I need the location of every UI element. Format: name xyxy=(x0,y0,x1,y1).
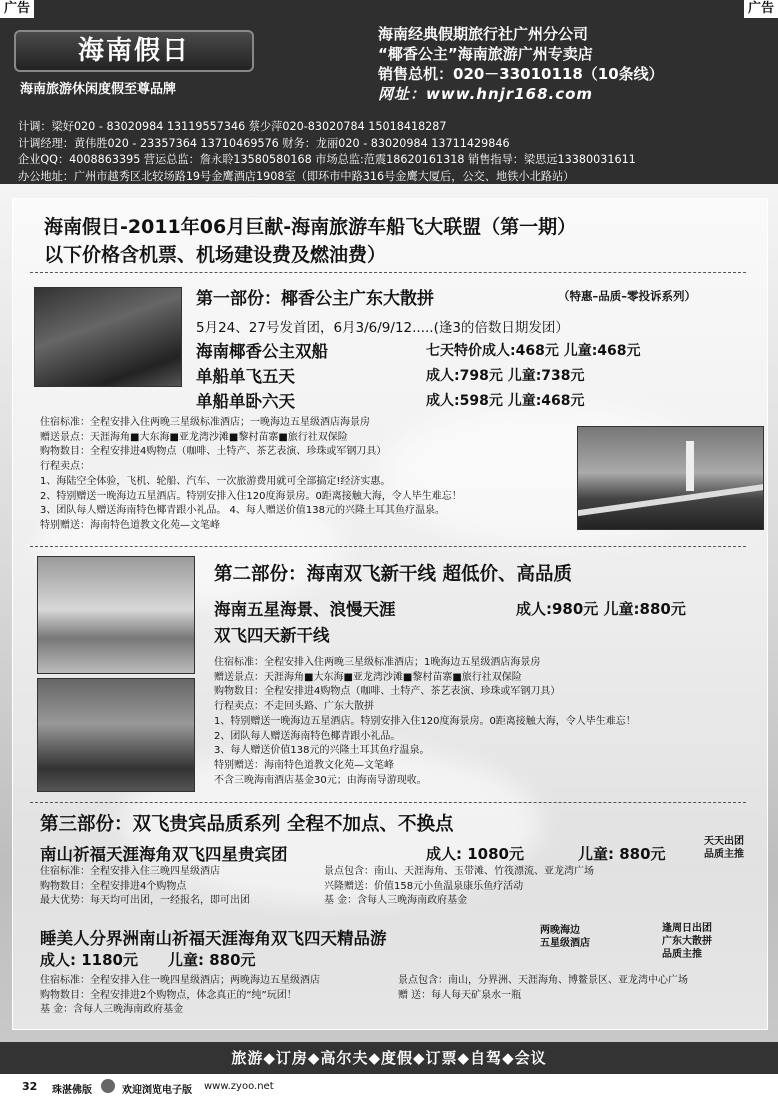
divider xyxy=(30,802,746,803)
divider xyxy=(30,272,746,273)
product-name: 南山祈福天涯海角双飞四星贵宾团 xyxy=(40,845,288,864)
product-price: 七天特价成人:468元 儿童:468元 xyxy=(426,343,641,359)
contact-line: 计调经理：黄伟胜020 - 23357364 13710469576 财务：龙丽020 - 83020984 13711429846 xyxy=(18,136,510,150)
globe-icon xyxy=(101,1079,115,1093)
brand-slogan: 海南旅游休闲度假至尊品牌 xyxy=(20,82,177,97)
detail-line: 住宿标准：全程安排入住三晚四星级酒店 xyxy=(40,866,220,877)
product-name: 单船单卧六天 xyxy=(196,392,295,411)
detail-line: 赠 送：每人每天矿泉水一瓶 xyxy=(398,989,522,1001)
edition-label: 珠湛佛版 xyxy=(52,1085,92,1096)
part2-details xyxy=(214,656,636,788)
contact-list xyxy=(18,119,636,185)
main-content xyxy=(0,184,778,1042)
company-hotline: 销售总机：020－33010118（10条线） xyxy=(378,65,664,83)
contact-line: 企业QQ：4008863395 营运总监：詹永聆13580580168 市场总监:范震18620161318 销售指导：梁思远13380031611 xyxy=(18,153,636,166)
page-number: 32 xyxy=(22,1080,38,1093)
detail-line: 2、团队每人赠送海南特色椰青跟小礼品。 xyxy=(214,730,401,742)
detail-line: 最大优势：每天均可出团，一经报名，即可出团 xyxy=(40,895,250,907)
product-details-left xyxy=(40,974,320,1018)
site-url[interactable]: www.zyoo.net xyxy=(204,1081,274,1092)
note-line: 逢周日出团 xyxy=(662,923,712,934)
detail-line: 1、海陆空全体验，飞机、轮船、汽车、一次旅游费用就可全部搞定!经济实惠。 xyxy=(40,475,391,487)
product-name: 海南五星海景、浪慢天涯 xyxy=(214,600,396,619)
statue-shape xyxy=(686,441,694,491)
detail-line: 购物数目：全程安排进2个购物点，体念真正的“纯”玩团！ xyxy=(40,989,297,1001)
detail-line: 特别赠送：海南特色道教文化苑—文笔峰 xyxy=(214,759,394,771)
detail-line: 2、特别赠送一晚海边五星酒店。特别安排入住120度海景房。0距离接触大海，令人毕生难忘！ xyxy=(40,490,462,502)
detail-line: 赠送景点：天涯海角■大东海■亚龙湾沙滩■黎村苗寨■旅行社双保险 xyxy=(214,671,522,683)
brand-logo: 海南假日 xyxy=(14,30,254,72)
detail-line: 兴隆赠送：价值158元小鱼温泉康乐鱼疗活动 xyxy=(324,880,524,892)
company-store: “椰香公主”海南旅游广州专卖店 xyxy=(378,45,593,63)
product-price: 成人:980元 儿童:880元 xyxy=(516,600,686,618)
ebook-label: 欢迎浏览电子版 xyxy=(122,1085,192,1096)
part1-dates: 5月24、27号发首团，6月3/6/9/12.....(逢3的倍数日期发团） xyxy=(196,320,569,336)
note-line: 品质主推 xyxy=(662,949,702,960)
product-name: 单船单飞五天 xyxy=(196,367,295,386)
detail-line: 3、每人赠送价值138元的兴隆土耳其鱼疗温泉。 xyxy=(214,745,430,757)
product-note xyxy=(704,835,744,861)
part2-heading: 第二部份：海南双飞新干线 超低价、高品质 xyxy=(214,564,572,585)
detail-line: 景点包含：南山、天涯海角、玉带滩、竹筏漂流、亚龙湾广场 xyxy=(324,866,594,877)
product-details-right xyxy=(324,865,594,909)
detail-line: 行程卖点： xyxy=(40,461,90,473)
product-child-price: 儿童: 880元 xyxy=(578,845,666,863)
divider xyxy=(30,546,746,547)
detail-line: 住宿标准：全程安排入住两晚三星级标准酒店；一晚海边五星级酒店海景房 xyxy=(40,417,370,428)
wedding-photo xyxy=(37,556,195,674)
product-adult-price: 成人: 1080元 xyxy=(426,845,524,863)
detail-line: 购物数目：全程安排进4个购物点 xyxy=(40,880,187,892)
page-title: 海南假日-2011年06月巨献-海南旅游车船飞大联盟（第一期） xyxy=(44,216,577,238)
part1-heading: 第一部份：椰香公主广东大散拼 xyxy=(196,289,434,309)
spa-photo xyxy=(37,678,195,792)
detail-line: 特别赠送：海南特色道教文化苑—文笔峰 xyxy=(40,519,220,531)
company-info xyxy=(378,24,758,104)
note-line: 广东大散拼 xyxy=(662,936,712,947)
detail-line: 基 金：含每人三晚海南政府基金 xyxy=(40,1004,184,1016)
product-name: 双飞四天新干线 xyxy=(214,626,330,645)
contact-line: 办公地址：广州市越秀区北较场路19号金鹰酒店1908室（即环市中路316号金鹰大厦后，公交、地铁小北路站） xyxy=(18,169,575,183)
product-price: 成人:598元 儿童:468元 xyxy=(426,393,585,409)
ad-label-right: 广告 xyxy=(744,0,778,18)
page-footer xyxy=(0,1074,778,1100)
detail-line: 行程卖点：不走回头路、广东大散拼 xyxy=(214,701,374,713)
detail-line: 购物数目：全程安排进4购物点（咖啡、土特产、茶艺表演、珍珠或军钢刀具） xyxy=(40,446,387,458)
services-bar: 旅游◆订房◆高尔夫◆度假◆订票◆自驾◆会议 xyxy=(0,1042,778,1074)
detail-line: 不含三晚海南酒店基金30元；由海南导游现收。 xyxy=(214,774,427,786)
ad-label-left: 广告 xyxy=(0,0,34,18)
note-line: 两晚海边 xyxy=(540,925,580,936)
detail-line: 赠送景点：天涯海角■大东海■亚龙湾沙滩■黎村苗寨■旅行社双保险 xyxy=(40,431,348,443)
undersea-photo xyxy=(34,287,182,387)
contact-line: 计调：梁好020 - 83020984 13119557346 蔡少萍020-83020784 15018418287 xyxy=(18,120,447,133)
product-adult-price: 成人: 1180元 xyxy=(40,951,138,969)
detail-line: 1、特别赠送一晚海边五星酒店。特别安排入住120度海景房。0距离接触大海，令人毕生难忘！ xyxy=(214,715,636,727)
product-details-right xyxy=(398,974,688,1003)
product-name: 睡美人分界洲南山祈福天涯海角双飞四天精品游 xyxy=(40,929,387,948)
product-name: 海南椰香公主双船 xyxy=(196,342,328,361)
product-child-price: 儿童: 880元 xyxy=(168,951,256,969)
product-details-left xyxy=(40,865,250,909)
part3-heading: 第三部份：双飞贵宾品质系列 全程不加点、不换点 xyxy=(40,814,454,835)
part1-tagline: （特惠–品质–零投诉系列） xyxy=(558,289,696,303)
note-line: 品质主推 xyxy=(704,849,744,860)
product-note xyxy=(662,922,712,961)
pier-shape xyxy=(578,484,764,516)
detail-line: 3、团队每人赠送海南特色椰青跟小礼品。 4、每人赠送价值138元的兴隆土耳其鱼疗温泉。 xyxy=(40,505,445,517)
note-line: 五星级酒店 xyxy=(540,938,590,949)
page-subtitle: 以下价格含机票、机场建设费及燃油费） xyxy=(44,244,387,266)
statue-photo xyxy=(577,426,764,530)
product-price: 成人:798元 儿童:738元 xyxy=(426,368,585,384)
detail-line: 购物数目：全程安排进4购物点（咖啡、土特产、茶艺表演、珍珠或军钢刀具） xyxy=(214,686,561,698)
note-line: 天天出团 xyxy=(704,836,744,847)
detail-line: 景点包含：南山，分界洲、天涯海角、博鳌景区、亚龙湾中心广场 xyxy=(398,975,688,986)
header-banner xyxy=(0,0,778,184)
product-hotel-tag xyxy=(540,924,590,950)
detail-line: 基 金：含每人三晚海南政府基金 xyxy=(324,895,468,907)
part1-details xyxy=(40,416,462,534)
company-website: 网址：www.hnjr168.com xyxy=(378,85,594,103)
detail-line: 住宿标准：全程安排入住一晚四星级酒店；两晚海边五星级酒店 xyxy=(40,975,320,986)
company-name: 海南经典假期旅行社广州分公司 xyxy=(378,25,589,43)
detail-line: 住宿标准：全程安排入住两晚三星级标准酒店；1晚海边五星级酒店海景房 xyxy=(214,657,541,668)
